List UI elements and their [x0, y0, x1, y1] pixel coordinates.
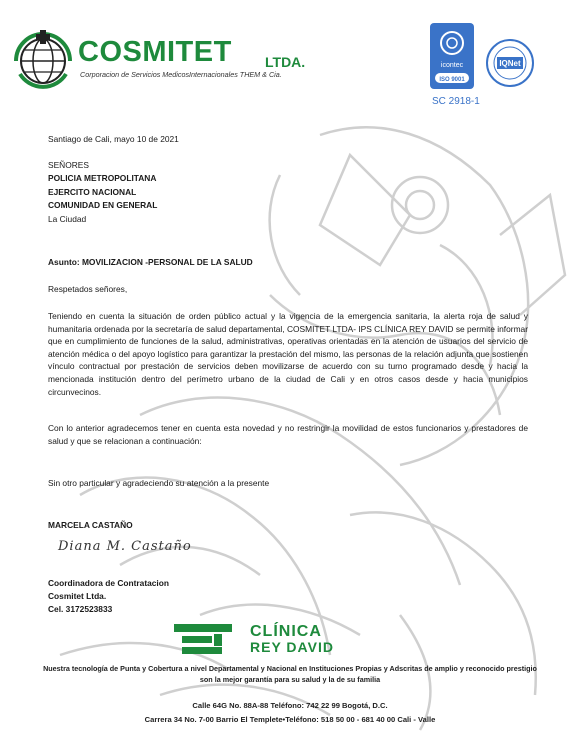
letter-date: Santiago de Cali, mayo 10 de 2021	[48, 134, 179, 144]
clinic-name-line2: REY DAVID	[250, 639, 334, 655]
footer-address-cali: Carrera 34 No. 7-00 Barrio El Templete•Teléfono: 518 50 00 - 681 40 00 Cali - Valle	[144, 715, 436, 724]
signer-title: Coordinadora de Contratacion	[48, 578, 169, 588]
rey-david-logo	[174, 620, 234, 658]
brand-suffix: LTDA.	[265, 54, 306, 70]
handwritten-signature: Diana M. Castaño	[58, 539, 192, 554]
footer-slogan: Nuestra tecnología de Punta y Cobertura a nivel Departamental y Nacional en Instituciones Propias y Adscritas de amplio y reconocido prestigio son la mejor garantía para su salud y la de su familia	[43, 664, 537, 684]
salutation-header: SEÑORES	[48, 160, 89, 170]
signer-phone: Cel. 3172523833	[48, 604, 113, 614]
icontec-certification-logo	[430, 23, 474, 89]
brand-tagline: Corporacion de Servicios MedicosInternacionales THEM & Cia.	[80, 70, 282, 79]
iqnet-label: IQNet	[499, 59, 521, 68]
letter-greeting: Respetados señores,	[48, 284, 128, 294]
clinic-name-line1: CLÍNICA	[250, 623, 322, 640]
signer-name: MARCELA CASTAÑO	[48, 520, 133, 530]
recipient-1: POLICIA METROPOLITANA	[48, 173, 157, 183]
signer-company: Cosmitet Ltda.	[48, 591, 107, 601]
iqnet-certification-logo	[485, 38, 535, 88]
footer-address-bogota: Calle 64G No. 88A-88 Teléfono: 742 22 99 Bogotá, D.C.	[192, 701, 388, 710]
recipient-3: COMUNIDAD EN GENERAL	[48, 200, 158, 210]
body-paragraph-2: Con lo anterior agradecemos tener en cuenta esta novedad y no restringir la movilidad de estos funcionarios y prestadores de salud y que se relacionan a continuación:	[48, 423, 528, 446]
letter-closing: Sin otro particular y agradeciendo su atención a la presente	[48, 478, 270, 488]
iso-label: ISO 9001	[439, 77, 465, 83]
certification-code: SC 2918-1	[432, 96, 480, 107]
brand-name: COSMITET	[78, 36, 232, 68]
icontec-label: icontec	[440, 62, 464, 69]
body-paragraph-1: Teniendo en cuenta la situación de orden público actual y la vigencia de la emergencia sanitaria, la alerta roja de salud y humanitaria ordenada por la secretaría de salud departamental, COSMITET LTDA- IPS CLÍNICA REY DAVID se permite informar que en cumplimiento de funciones de la salud, administrativas, operativas orientadas en la atención de usuarios del servicio de atención médica o del apoyo logístico para garantizar la prestación del mismo, las personas de la relación adjunta que sostienen vínculo contractual por prestación de servicios deben movilizarse de acuerdo con su turno programado desde y hacia la mencionada institución dentro del perímetro urbano de la ciudad de Cali y en otros casos desde y hacia municipios circunvecinos.	[48, 311, 528, 397]
cosmitet-globe-logo	[12, 28, 74, 90]
recipient-2: EJERCITO NACIONAL	[48, 187, 137, 197]
recipient-city: La Ciudad	[48, 214, 87, 224]
letter-subject: Asunto: MOVILIZACION -PERSONAL DE LA SALUD	[48, 257, 253, 267]
